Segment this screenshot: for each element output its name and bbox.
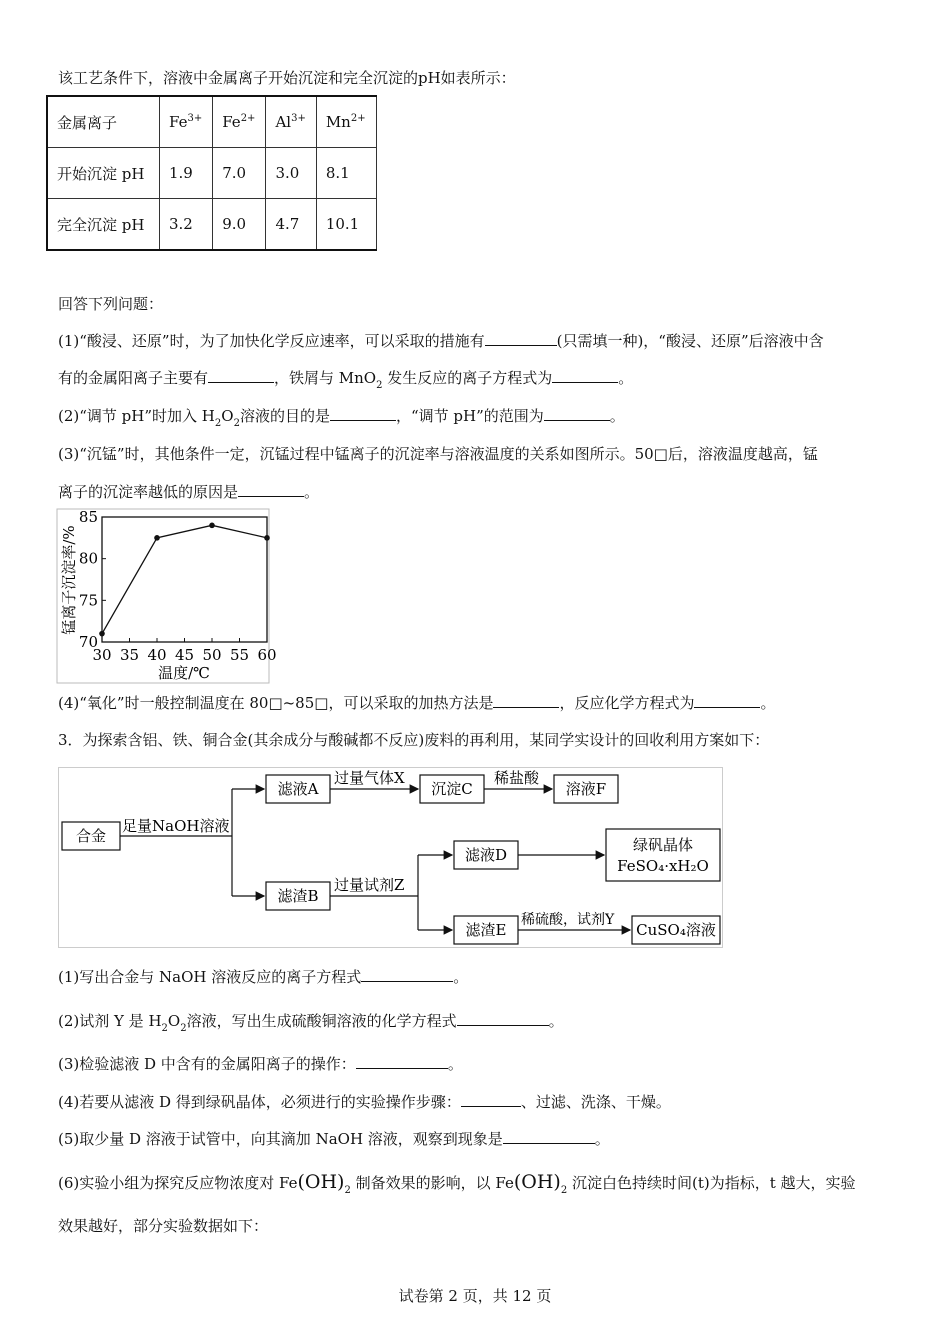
precipitate-c-box [420, 775, 484, 803]
x-tick-label: 45 [174, 646, 195, 664]
answer-blank[interactable] [330, 406, 396, 421]
sub-question-2: (2)试剂 Y 是 $H_2O_2$溶液，写出生成硫酸铜溶液的化学方程式 。 [58, 1012, 564, 1034]
x-tick-label: 30 [92, 646, 112, 664]
svg-text:滤渣E: 滤渣E [465, 921, 507, 939]
question-4: (4)“氧化”时一般控制温度在 80□~85□，可以采取的加热方法是 ，反应化学方程式为 。 [58, 694, 776, 712]
table-cell: 10.1 [316, 199, 376, 251]
svg-text:滤渣B: 滤渣B [277, 887, 319, 905]
residue-e-box [454, 916, 518, 944]
svg-text:滤液D: 滤液D [464, 846, 508, 864]
answer-blank[interactable] [552, 368, 618, 383]
table-cell: 完全沉淀 pH [47, 199, 160, 251]
table-header-cell: $Al^{3+}$ [266, 96, 316, 148]
y-axis-label: 锰离子沉淀率/% [60, 525, 78, 635]
svg-text:合金: 合金 [75, 827, 107, 845]
table-header-cell: $Fe^{2+}$ [213, 96, 266, 148]
precipitation-rate-chart [56, 508, 277, 686]
answer-blank[interactable] [493, 693, 559, 708]
cuso4-solution-box [632, 916, 720, 944]
x-tick-label: 40 [147, 646, 167, 664]
table-cell: 1.9 [160, 148, 213, 199]
data-point [209, 523, 215, 529]
table-cell: 4.7 [266, 199, 316, 251]
green-vitriol-box [606, 829, 720, 881]
y-tick-label: 80 [78, 549, 98, 568]
table-header-cell: $Fe^{3+}$ [160, 96, 213, 148]
svg-text:绿矾晶体: 绿矾晶体 [632, 836, 694, 854]
data-point [264, 535, 270, 541]
table-header-cell: $Mn^{2+}$ [316, 96, 376, 148]
naoh-label: 足量NaOH溶液 [122, 817, 230, 835]
question-1-line-2: 有的金属阳离子主要有 ，铁屑与 MnO$_2$ 发生反应的离子方程式为 。 [58, 369, 634, 391]
data-point [154, 535, 160, 541]
table-cell: 7.0 [213, 148, 266, 199]
answer-blank[interactable] [544, 406, 610, 421]
svg-text:滤液A: 滤液A [277, 780, 319, 798]
plot-area [102, 517, 267, 642]
sub-question-5: (5)取少量 D 溶液于试管中，向其滴加 NaOH 溶液，观察到现象是 。 [58, 1130, 610, 1148]
recovery-flowchart [58, 767, 724, 949]
answer-blank[interactable] [461, 1092, 521, 1107]
ph-table [46, 95, 377, 251]
solution-f-box [554, 775, 618, 803]
table-row [47, 148, 376, 199]
residue-b-box [266, 882, 330, 910]
svg-text:沉淀C: 沉淀C [431, 780, 473, 798]
svg-text:溶液F: 溶液F [565, 780, 607, 798]
page-footer: 试卷第 2 页，共 12 页 [398, 1287, 552, 1305]
answer-blank[interactable] [503, 1129, 595, 1144]
answer-blank[interactable] [208, 368, 274, 383]
x-tick-label: 60 [257, 646, 277, 664]
table-header-cell: 金属离子 [47, 96, 160, 148]
problem-3-intro: 3．为探索含铝、铁、铜合金(其余成分与酸碱都不反应)废料的再利用，某同学实设计的回收利用方案如下： [58, 731, 770, 749]
answer-blank[interactable] [238, 482, 304, 497]
x-tick-label: 55 [229, 646, 250, 664]
reagent-z-label: 过量试剂Z [334, 876, 405, 894]
hcl-label: 稀盐酸 [494, 769, 540, 787]
filtrate-a-box [266, 775, 330, 803]
data-point [99, 631, 105, 637]
filtrate-d-box [454, 841, 518, 869]
answer-blank[interactable] [485, 331, 557, 346]
answer-prompt: 回答下列问题： [58, 295, 164, 313]
table-cell: 9.0 [213, 199, 266, 251]
table-cell: 开始沉淀 pH [47, 148, 160, 199]
table-row [47, 199, 376, 251]
question-2: (2)“调节 pH”时加入 $H_2O_2$溶液的目的是 ，“调节 pH”的范围为 。 [58, 407, 625, 429]
question-1-line-1: (1)“酸浸、还原”时，为了加快化学反应速率，可以采取的措施有 (只需填一种)，“酸浸、还原”后溶液中含 [58, 332, 824, 350]
svg-text:FeSO₄·xH₂O: FeSO₄·xH₂O [617, 857, 709, 875]
answer-blank[interactable] [457, 1011, 549, 1026]
y-tick-label: 75 [78, 591, 98, 610]
table-cell: 3.2 [160, 199, 213, 251]
x-axis-label: 温度/℃ [158, 664, 210, 682]
y-tick-label: 85 [78, 508, 98, 526]
y-tick-label: 70 [78, 633, 98, 651]
x-tick-label: 50 [202, 646, 222, 664]
question-3-line-1: (3)“沉锰”时，其他条件一定，沉锰过程中锰离子的沉淀率与溶液温度的关系如图所示。50□后，溶液温度越高，锰 [58, 445, 818, 463]
svg-text:CuSO₄溶液: CuSO₄溶液 [636, 921, 716, 939]
intro-text: 该工艺条件下，溶液中金属离子开始沉淀和完全沉淀的pH如表所示： [58, 69, 516, 87]
question-3-line-2: 离子的沉淀率越低的原因是 。 [58, 483, 320, 501]
h2so4-y-label: 稀硫酸，试剂Y [521, 912, 615, 928]
answer-blank[interactable] [694, 693, 760, 708]
sub-question-1: (1)写出合金与 NaOH 溶液反应的离子方程式 。 [58, 968, 469, 986]
answer-blank[interactable] [361, 967, 453, 982]
gas-x-label: 过量气体X [334, 769, 405, 787]
sub-question-3: (3)检验滤液 D 中含有的金属阳离子的操作： 。 [58, 1055, 463, 1073]
series-line [102, 525, 267, 633]
x-tick-label: 35 [119, 646, 140, 664]
table-cell: 3.0 [266, 148, 316, 199]
table-header-row [47, 96, 376, 148]
sub-question-6-line-1: (6)实验小组为探究反应物浓度对 $Fe(OH)_2$ 制备效果的影响，以 $Fe(OH)_2$ 沉淀白色持续时间(t)为指标，t 越大，实验 [58, 1171, 856, 1196]
flow-connectors [120, 789, 630, 930]
sub-question-4: (4)若要从滤液 D 得到绿矾晶体，必须进行的实验操作步骤： 、过滤、洗涤、干燥。 [58, 1093, 671, 1111]
answer-blank[interactable] [356, 1054, 448, 1069]
table-cell: 8.1 [316, 148, 376, 199]
sub-question-6-line-2: 效果越好，部分实验数据如下： [58, 1217, 269, 1235]
alloy-box [62, 822, 120, 850]
